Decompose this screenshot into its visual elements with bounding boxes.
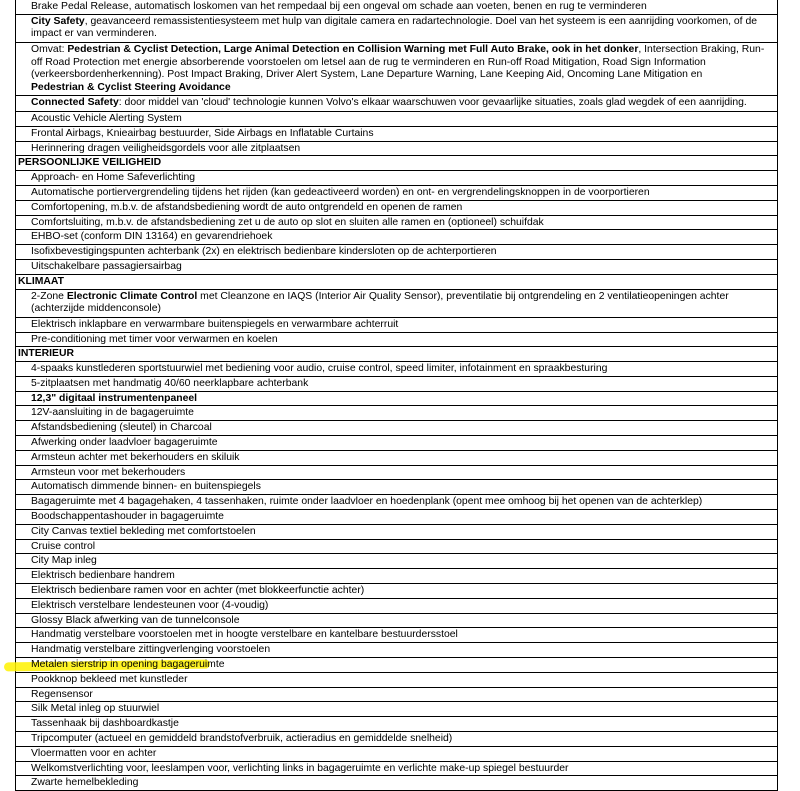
text: Silk Metal inleg op stuurwiel — [31, 703, 160, 715]
item-text — [31, 629, 458, 640]
list-item — [16, 230, 777, 245]
item-text — [31, 763, 569, 774]
item-text — [31, 261, 182, 272]
item-text — [31, 526, 256, 537]
list-item — [16, 186, 777, 201]
bold-text: 12,3" digitaal instrumentenpaneel — [31, 392, 198, 404]
item-text — [31, 644, 270, 655]
bold-text: Pedestrian & Cyclist Steering Avoidance — [31, 81, 231, 93]
text: City Canvas textiel bekleding met comfortstoelen — [31, 525, 256, 537]
bold-text: Pedestrian & Cyclist Detection, Large Animal Detection en Collision Warning met Full Auto Brake, ook in het donker — [67, 43, 639, 55]
text: : door middel van 'cloud' technologie kunnen Volvo's elkaar waarschuwen voor gevaarlijke situaties, zoals glad wegdek of een aanrijding. — [118, 97, 747, 109]
item-text — [31, 570, 175, 581]
text: Handmatig verstelbare voorstoelen met in hoogte verstelbare en kantelbare bestuurdersstoel — [31, 629, 458, 641]
list-item — [16, 362, 777, 377]
list-item — [16, 495, 777, 510]
section-header — [16, 275, 777, 290]
item-text — [31, 363, 607, 374]
list-item — [16, 112, 777, 127]
text: Uitschakelbare passagiersairbag — [31, 260, 182, 272]
text: 12V-aansluiting in de bagageruimte — [31, 407, 194, 419]
text: Automatisch dimmende binnen- en buitenspiegels — [31, 481, 261, 493]
item-text — [31, 585, 364, 596]
text: Elektrisch bedienbare ramen voor en achter (met blokkeerfunctie achter) — [31, 585, 365, 597]
list-item — [16, 584, 777, 599]
list-item — [16, 732, 777, 747]
item-text — [31, 128, 374, 139]
section-title — [18, 276, 64, 287]
section-title — [18, 157, 161, 168]
item-text — [31, 615, 240, 626]
list-item — [16, 569, 777, 584]
item-text — [31, 777, 138, 788]
item-text — [31, 16, 757, 40]
list-item — [16, 436, 777, 451]
section-header — [16, 347, 777, 362]
text: Elektrisch bedienbare handrem — [31, 570, 175, 582]
list-item — [16, 290, 777, 318]
text: Zwarte hemelbekleding — [31, 777, 139, 789]
item-text — [31, 407, 194, 418]
list-item — [16, 614, 777, 629]
list-item — [16, 599, 777, 614]
item-text — [31, 422, 212, 433]
list-item — [16, 15, 777, 43]
list-item — [16, 688, 777, 703]
list-item — [16, 510, 777, 525]
list-item — [16, 171, 777, 186]
list-item — [16, 643, 777, 658]
text: , Intersection Braking, Run-off Road Protection met energie absorberende voorstoelen om letsel aan de rug te verminderen en Run-off Road Mitigation, Road Sign Information (verkeersbordenherkenning). Post Impact Braking, Driver Alert System, Lane Departure Warning, Lane Keeping Aid, Oncoming Lane Mitigation en — [31, 43, 765, 81]
item-text — [31, 467, 185, 478]
text: Brake Pedal Release, automatisch loskomen van het rempedaal bij een ongeval om schade aan voeten, benen en rug te verminderen — [31, 1, 647, 12]
list-item — [16, 377, 777, 392]
item-text — [31, 217, 544, 228]
item-text — [31, 319, 398, 330]
item-text — [31, 689, 93, 700]
item-text — [31, 555, 97, 566]
item-text — [31, 437, 218, 448]
text: Pookknop bekleed met kunstleder — [31, 673, 188, 685]
item-text — [31, 511, 224, 522]
text: Afstandsbediening (sleutel) in Charcoal — [31, 422, 212, 434]
text: Cruise control — [31, 540, 96, 552]
item-text — [31, 674, 188, 685]
item-text — [31, 97, 747, 108]
item-text — [31, 231, 272, 242]
text: Comfortopening, m.b.v. de afstandsbediening wordt de auto ontgrendeld en openen de ramen — [31, 201, 463, 213]
text: Approach- en Home Safeverlichting — [31, 172, 196, 184]
item-text — [31, 718, 179, 729]
list-item — [16, 776, 777, 791]
text: Pre-conditioning met timer voor verwarmen en koelen — [31, 333, 278, 345]
text: Bagageruimte met 4 bagagehaken, 4 tassenhaken, ruimte onder laadvloer en hoedenplank (opent mee omhoog bij het openen van de achterklep) — [31, 496, 703, 508]
text: Tripcomputer (actueel en gemiddeld brandstofverbruik, actieradius en gemiddelde snelheid) — [31, 733, 453, 745]
list-item — [16, 762, 777, 777]
text: 5-zitplaatsen met handmatig 40/60 neerklapbare achterbank — [31, 377, 309, 389]
bold-text: Electronic Climate Control — [66, 290, 198, 302]
text: EHBO-set (conform DIN 13164) en gevarendriehoek — [31, 231, 273, 243]
list-item — [16, 392, 777, 407]
item-text — [31, 1, 647, 12]
equipment-list — [15, 0, 778, 791]
list-item — [16, 702, 777, 717]
list-item — [16, 406, 777, 421]
text: , geavanceerd remassistentiesysteem met hulp van digitale camera en radartechnologie. Doel van het systeem is een aanrijding voorkomen, of de impact er van verminderen. — [31, 15, 758, 40]
text: Armsteun achter met bekerhouders en skiluik — [31, 451, 240, 463]
item-text — [31, 113, 182, 124]
item-text — [31, 291, 729, 315]
text: Herinnering dragen veiligheidsgordels voor alle zitplaatsen — [31, 142, 301, 154]
list-item — [16, 525, 777, 540]
item-text — [31, 334, 278, 345]
text: Frontal Airbags, Knieairbag bestuurder, Side Airbags en Inflatable Curtains — [31, 127, 374, 139]
list-item — [16, 43, 777, 96]
text: Comfortsluiting, m.b.v. de afstandsbediening zet u de auto op slot en sluiten alle ramen en (optioneel) schuifdak — [31, 216, 544, 228]
item-text — [31, 246, 497, 257]
item-text — [31, 496, 702, 507]
list-item — [16, 201, 777, 216]
item-text — [31, 172, 195, 183]
text: Omvat: — [31, 43, 68, 55]
list-item — [16, 451, 777, 466]
item-text — [31, 703, 159, 714]
item-text — [31, 659, 225, 670]
list-item — [16, 96, 777, 112]
item-text — [31, 44, 764, 93]
list-item — [16, 554, 777, 569]
text: Boodschappentashouder in bagageruimte — [31, 511, 224, 523]
text: met Cleanzone en IAQS (Interior Air Quality Sensor), preventilatie bij ontgrendeling en 2 ventilatieopeningen achter (achterzijde middenconsole) — [31, 290, 729, 315]
text: Afwerking onder laadvloer bagageruimte — [31, 437, 218, 449]
list-item — [16, 540, 777, 555]
list-item — [16, 466, 777, 481]
list-item — [16, 673, 777, 688]
text: Acoustic Vehicle Alerting System — [31, 112, 182, 124]
list-item — [16, 142, 777, 157]
text: Vloermatten voor en achter — [31, 747, 157, 759]
item-text — [31, 748, 156, 759]
item-text — [31, 600, 268, 611]
text: Tassenhaak bij dashboardkastje — [31, 718, 179, 730]
list-item — [16, 333, 777, 348]
section-header — [16, 156, 777, 171]
bold-text: Connected Safety — [31, 97, 119, 109]
text: Elektrisch verstelbare lendesteunen voor (4-voudig) — [31, 599, 269, 611]
text: Elektrisch inklapbare en verwarmbare buitenspiegels en verwarmbare achterruit — [31, 318, 399, 330]
item-text — [31, 541, 95, 552]
item-text — [31, 378, 308, 389]
text: PERSOONLIJKE VEILIGHEID — [18, 157, 162, 169]
item-text — [31, 143, 300, 154]
list-item — [16, 480, 777, 495]
text: KLIMAAT — [18, 275, 64, 287]
text: 2-Zone — [31, 290, 67, 302]
item-text — [31, 393, 197, 404]
list-item — [16, 658, 777, 673]
list-item — [16, 216, 777, 231]
item-text — [31, 187, 650, 198]
text: Armsteun voor met bekerhouders — [31, 466, 186, 478]
text: Isofixbevestigingspunten achterbank (2x) en elektrisch bedienbare kindersloten op de achterportieren — [31, 246, 497, 258]
text: Regensensor — [31, 688, 93, 700]
bold-text: City Safety — [31, 15, 85, 27]
item-text — [31, 202, 462, 213]
text: Welkomstverlichting voor, leeslampen voor, verlichting links in bagageruimte en verlichte make-up spiegel bestuurder — [31, 762, 569, 774]
text: Glossy Black afwerking van de tunnelconsole — [31, 614, 240, 626]
list-item — [16, 127, 777, 142]
item-text — [31, 733, 452, 744]
item-text — [31, 452, 240, 463]
list-item — [16, 628, 777, 643]
list-item — [16, 260, 777, 275]
section-title — [18, 348, 74, 359]
text: Handmatig verstelbare zittingverlenging voorstoelen — [31, 644, 271, 656]
list-item — [16, 245, 777, 260]
text: Automatische portiervergrendeling tijdens het rijden (kan gedeactiveerd worden) en ont- en vergrendelingsknoppen in de voorportieren — [31, 186, 650, 198]
list-item — [16, 421, 777, 436]
list-item — [16, 717, 777, 732]
list-item — [16, 0, 777, 15]
text: City Map inleg — [31, 555, 97, 567]
list-item — [16, 747, 777, 762]
text: INTERIEUR — [18, 348, 74, 360]
list-item — [16, 318, 777, 333]
text: Metalen sierstrip in opening bagageruimte — [31, 659, 225, 671]
item-text — [31, 481, 261, 492]
text: 4-spaaks kunstlederen sportstuurwiel met bediening voor audio, cruise control, speed limiter, infotainment en spraakbesturing — [31, 363, 608, 375]
